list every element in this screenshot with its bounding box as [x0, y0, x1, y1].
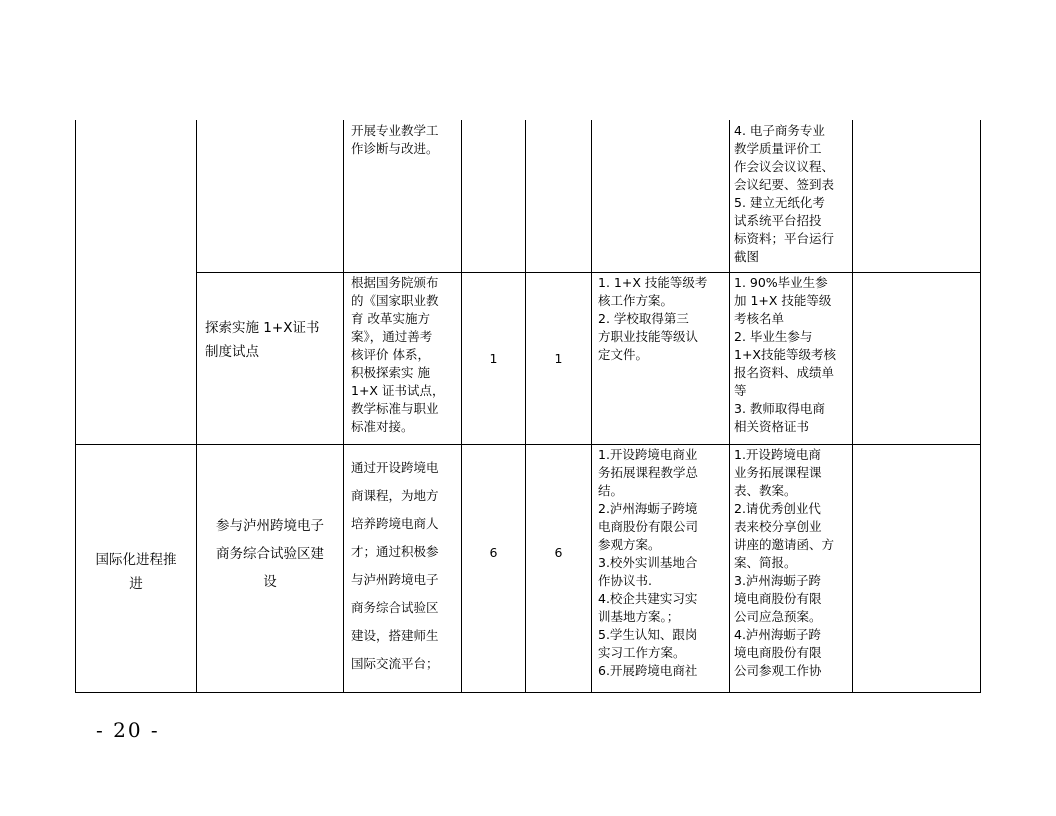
- number-value: 1: [489, 351, 498, 366]
- text-line: 3.校外实训基地合: [598, 555, 698, 570]
- text-line: 教学标准与职业: [351, 401, 439, 416]
- text-line: 3.泸州海蛎子跨: [734, 573, 821, 588]
- text-line: 境电商股份有限: [734, 591, 822, 606]
- text-line: 实习工作方案。: [598, 645, 686, 660]
- text-line: 1.开设跨境电商业: [598, 447, 698, 462]
- text-line: 教学质量评价工: [734, 141, 822, 156]
- table-border-bottom: [75, 692, 981, 693]
- text-line: 2. 毕业生参与: [734, 329, 813, 344]
- text-line: 根据国务院颁布: [351, 275, 439, 290]
- text-line: 设: [263, 574, 277, 590]
- text-line: 的《国家职业教: [351, 293, 439, 308]
- text-line: 标准对接。: [351, 419, 414, 434]
- text-line: 进: [129, 576, 143, 592]
- text-line: 培养跨境电商人: [351, 516, 439, 531]
- text-line: 参与泸州跨境电子: [216, 518, 324, 534]
- text-line: 作会议会议议程、: [734, 159, 835, 174]
- row2-num1: [462, 350, 525, 368]
- row3-category: [76, 548, 196, 596]
- table-border-left: [75, 120, 76, 692]
- table-col-divider: [729, 120, 730, 692]
- row2-task: [205, 316, 319, 364]
- text-line: 境电商股份有限: [734, 645, 822, 660]
- text-line: 建设，搭建师生: [351, 628, 439, 643]
- row2-content: [351, 274, 444, 436]
- text-line: 案、简报。: [734, 555, 797, 570]
- row2-output: [598, 274, 707, 364]
- text-line: 务拓展课程教学总: [598, 465, 699, 480]
- text-line: 定文件。: [598, 347, 649, 362]
- table-col-divider: [343, 120, 344, 692]
- text-line: 业务拓展课程课: [734, 465, 822, 480]
- text-line: 讲座的邀请函、方: [734, 537, 835, 552]
- text-line: 3. 教师取得电商: [734, 401, 825, 416]
- text-line: 商课程，为地方: [351, 488, 439, 503]
- text-line: 1+X技能等级考核: [734, 347, 836, 362]
- row3-evidence: [734, 446, 834, 680]
- page-number: - 20 -: [96, 718, 160, 742]
- row3-content: [351, 454, 439, 678]
- row3-num2: [526, 544, 591, 562]
- text-line: 会议纪要、签到表: [734, 177, 835, 192]
- text-line: 商务综合试验区: [351, 600, 439, 615]
- table-col-divider: [196, 120, 197, 692]
- text-line: 通过开设跨境电: [351, 460, 439, 475]
- text-line: 作协议书.: [598, 573, 652, 588]
- number-value: 1: [554, 351, 563, 366]
- text-line: 积极探索实 施: [351, 365, 430, 380]
- table-col-divider: [591, 120, 592, 692]
- text-line: 5. 建立无纸化考: [734, 195, 825, 210]
- text-line: 育 改革实施方: [351, 311, 430, 326]
- text-line: 2.请优秀创业代: [734, 501, 821, 516]
- text-line: 核评价 体系，: [351, 347, 430, 362]
- table-col-divider: [525, 120, 526, 692]
- text-line: 4.泸州海蛎子跨: [734, 627, 821, 642]
- text-line: 制度试点: [205, 344, 259, 360]
- text-line: 截图: [734, 249, 760, 264]
- text-line: 公司参观工作协: [734, 663, 822, 678]
- text-line: 表、教案。: [734, 483, 797, 498]
- text-line: 训基地方案。；: [598, 609, 680, 624]
- number-value: 6: [554, 545, 563, 560]
- row3-task: [197, 512, 343, 596]
- text-line: 结。: [598, 483, 624, 498]
- number-value: 6: [489, 545, 498, 560]
- text-line: 国际化进程推: [95, 552, 177, 568]
- text-line: 标资料；平台运行: [734, 231, 835, 246]
- text-line: 探索实施 1+X证书: [205, 320, 320, 336]
- text-line: 相关资格证书: [734, 419, 810, 434]
- text-line: 核工作方案。: [598, 293, 674, 308]
- text-line: 报名资料、成绩单: [734, 365, 835, 380]
- table-row-divider: [196, 272, 981, 273]
- text-line: 作诊断与改进。: [351, 141, 439, 156]
- text-line: 表来校分享创业: [734, 519, 822, 534]
- text-line: 4. 电子商务专业: [734, 123, 825, 138]
- text-line: 公司应急预案。: [734, 609, 822, 624]
- text-line: 2.泸州海蛎子跨境: [598, 501, 698, 516]
- text-line: 开展专业教学工: [351, 123, 439, 138]
- text-line: 国际交流平台；: [351, 656, 439, 671]
- text-line: 1. 90%毕业生参: [734, 275, 828, 290]
- row1-content: [351, 122, 439, 158]
- row2-evidence: [734, 274, 836, 436]
- row3-num1: [462, 544, 525, 562]
- text-line: 1+X 证书试点，: [351, 383, 445, 398]
- text-line: 4.校企共建实习实: [598, 591, 698, 606]
- table-col-divider: [852, 120, 853, 692]
- text-line: 1. 1+X 技能等级考: [598, 275, 708, 290]
- text-line: 方职业技能等级认: [598, 329, 699, 344]
- text-line: 商务综合试验区建: [216, 546, 324, 562]
- text-line: 电商股份有限公司: [598, 519, 699, 534]
- table-border-right: [980, 120, 981, 692]
- row3-output: [598, 446, 698, 680]
- text-line: 考核名单: [734, 311, 785, 326]
- text-line: 2. 学校取得第三: [598, 311, 689, 326]
- row1-evidence: [734, 122, 834, 266]
- text-line: 试系统平台招投: [734, 213, 822, 228]
- text-line: 参观方案。: [598, 537, 661, 552]
- text-line: 5.学生认知、跟岗: [598, 627, 698, 642]
- text-line: 才；通过积极参: [351, 544, 439, 559]
- text-line: 案》，通过善考: [351, 329, 433, 344]
- table-col-divider: [461, 120, 462, 692]
- text-line: 6.开展跨境电商社: [598, 663, 698, 678]
- text-line: 等: [734, 383, 747, 398]
- table-row-divider: [75, 444, 981, 445]
- text-line: 1.开设跨境电商: [734, 447, 821, 462]
- text-line: 加 1+X 技能等级: [734, 293, 832, 308]
- row2-num2: [526, 350, 591, 368]
- text-line: 与泸州跨境电子: [351, 572, 439, 587]
